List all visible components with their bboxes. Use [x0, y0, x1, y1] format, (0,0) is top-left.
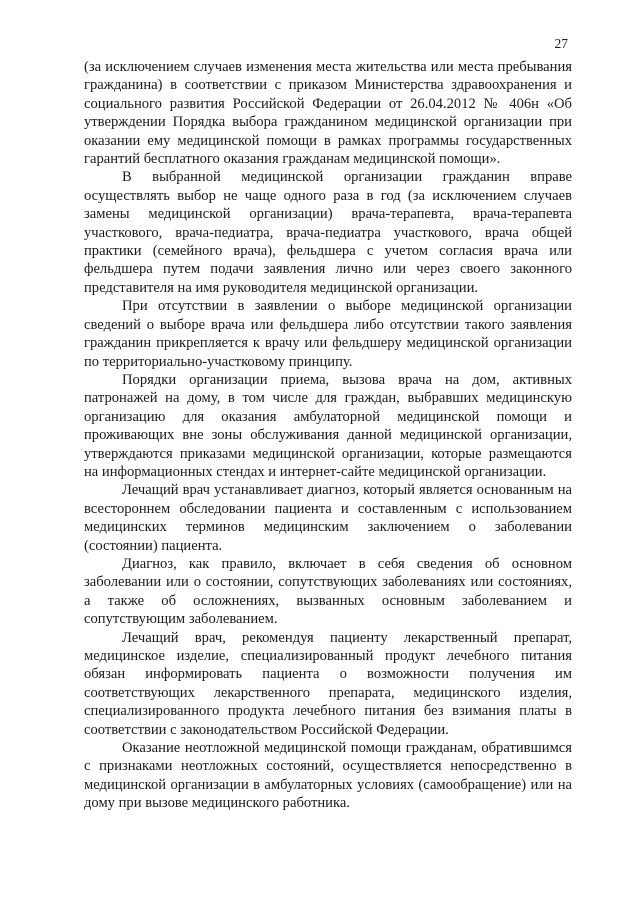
paragraph: Диагноз, как правило, включает в себя сведения об основном заболевании или о состоянии, сопутствующих заболеваниях или состояниях, а также об осложнениях, вызванных основным заболеванием и сопутствующим заболеванием.: [84, 555, 572, 628]
paragraph: В выбранной медицинской организации гражданин вправе осуществлять выбор не чаще одного раза в год (за исключением случаев замены медицинской организации) врача-терапевта, врача-терапевта участкового, врача-педиатра, врача-педиатра участкового, врача общей практики (семейного врача), фельдшера с учетом согласия врача или фельдшера путем подачи заявления лично или через своего законного представителя на имя руководителя медицинской организации.: [84, 169, 572, 296]
page-number: 27: [554, 36, 568, 51]
paragraph: При отсутствии в заявлении о выборе медицинской организации сведений о выборе врача или фельдшера либо отсутствии такого заявления гражданин прикрепляется к врачу или фельдшеру медицинской организации по территориально-участковому принципу.: [84, 298, 572, 370]
paragraph: Оказание неотложной медицинской помощи гражданам, обратившимся с признаками неотложных состояний, осуществляется непосредственно в медицинской организации в амбулаторных условиях (самообращение) или на дому при вызове медицинского работника.: [84, 740, 572, 812]
paragraph: Порядки организации приема, вызова врача на дом, активных патронажей на дому, в том числе для граждан, выбравших медицинскую организацию для оказания амбулаторной медицинской помощи и проживающих вне зоны обслуживания данной медицинской организации, утверждаются приказами медицинской организации, которые размещаются на информационных стендах и интернет-сайте медицинской организации.: [84, 371, 572, 480]
paragraph-continuation: (за исключением случаев изменения места жительства или места пребывания гражданина) в соответствии с приказом Министерства здравоохранения и социального развития Российской Федерации от 26.04.2012 № 406н «Об утверждении Порядка выбора гражданином медицинской организации при оказании ему медицинской помощи в рамках программы государственных гарантий бесплатного оказания гражданам медицинской помощи».: [84, 59, 572, 168]
paragraph: Лечащий врач, рекомендуя пациенту лекарственный препарат, медицинское изделие, специализированный продукт лечебного питания обязан информировать пациента о возможности получения им соответствующих лекарственного препарата, медицинского изделия, специализированного продукта лечебного питания без взимания платы в соответствии с законодательством Российской Федерации.: [84, 629, 572, 738]
paragraph: Лечащий врач устанавливает диагноз, который является основанным на всестороннем обследовании пациента и составленным с использованием медицинских терминов медицинским заключением о заболевании (состоянии) пациента.: [84, 482, 572, 554]
document-text: [84, 58, 572, 813]
